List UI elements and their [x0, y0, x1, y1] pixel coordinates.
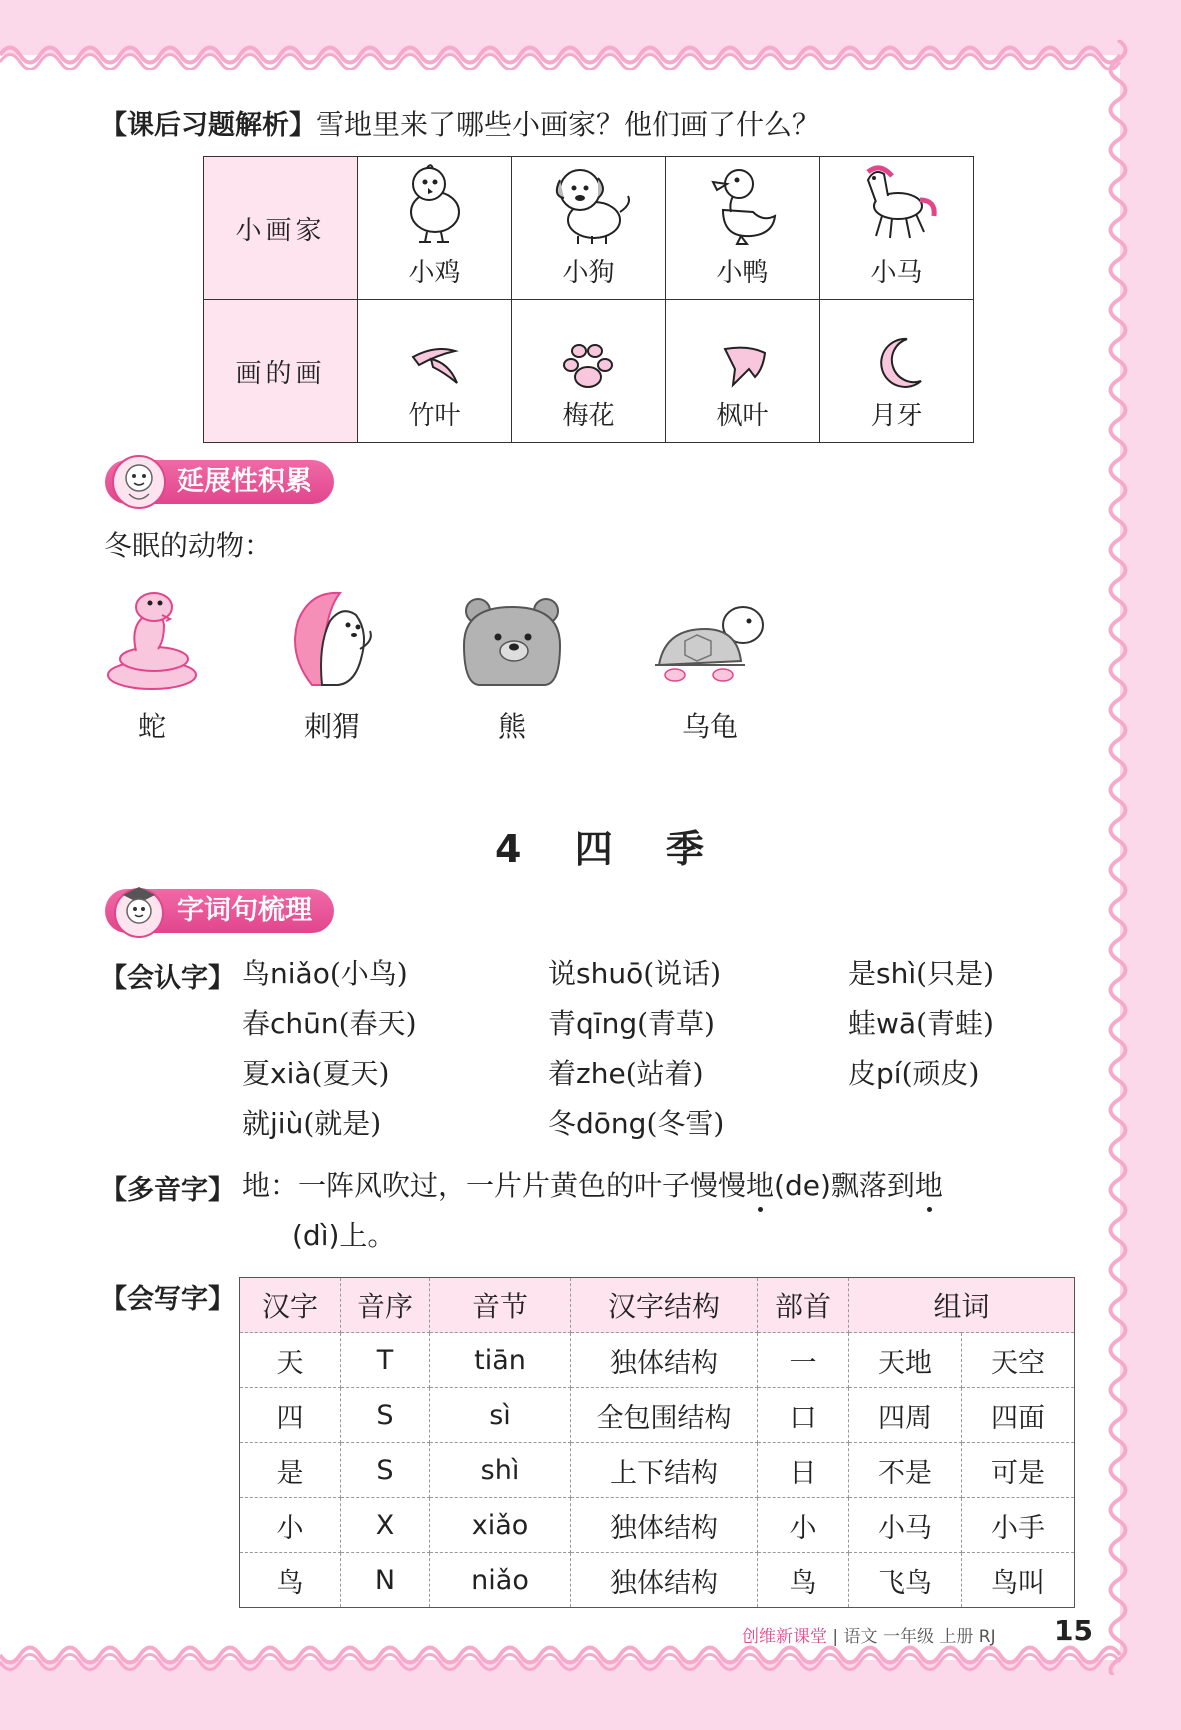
col-header-structure: 汉字结构	[571, 1278, 758, 1333]
recognize-item	[548, 952, 721, 992]
cell-structure: 全包围结构	[571, 1388, 758, 1443]
crescent-moon-icon	[867, 335, 927, 389]
char: 鸟	[242, 957, 271, 990]
cell-char: 四	[240, 1388, 341, 1443]
animal-hedgehog	[280, 585, 384, 745]
cell-initial: S	[341, 1388, 430, 1443]
table-row	[240, 1553, 1075, 1608]
polyphone-text: (de)飘落到	[774, 1169, 915, 1202]
cell-word-1: 飞鸟	[849, 1553, 962, 1608]
painting-cell-moon	[820, 300, 974, 443]
col-header-initial: 音序	[341, 1278, 430, 1333]
cell-word-1: 四周	[849, 1388, 962, 1443]
write-tag: 【会写字】	[100, 1284, 235, 1315]
word: (青蛙)	[916, 1007, 994, 1040]
recognize-item	[242, 1102, 381, 1142]
char: 蛙	[848, 1007, 877, 1040]
pinyin: pí	[876, 1057, 902, 1090]
footer-info: 语文 一年级 上册 RJ	[843, 1627, 996, 1647]
cell-initial: X	[341, 1498, 430, 1553]
cell-syllable: shì	[430, 1443, 571, 1498]
animal-bear	[452, 585, 572, 745]
cell-structure: 独体结构	[571, 1553, 758, 1608]
table-row	[240, 1333, 1075, 1388]
recognize-item	[848, 952, 994, 992]
lesson-name: 四 季	[574, 827, 724, 871]
table-header-row	[240, 1278, 1075, 1333]
painter-label-dog: 小狗	[562, 258, 615, 288]
painter-cell-chick	[358, 157, 512, 300]
cell-word-2: 天空	[962, 1333, 1075, 1388]
animal-label-snake: 蛇	[137, 710, 166, 743]
cell-structure: 上下结构	[571, 1443, 758, 1498]
extension-banner	[105, 460, 334, 504]
cell-structure: 独体结构	[571, 1498, 758, 1553]
recognize-item	[242, 952, 408, 992]
table-row	[240, 1443, 1075, 1498]
col-header-radical: 部首	[758, 1278, 849, 1333]
footer-divider: |	[832, 1627, 839, 1647]
polyphone-tag: 【多音字】	[100, 1175, 235, 1206]
wave-border-bottom	[0, 1645, 1181, 1675]
cell-radical: 日	[758, 1443, 849, 1498]
cell-word-2: 小手	[962, 1498, 1075, 1553]
painting-label-moon: 月牙	[870, 401, 923, 431]
cell-radical: 鸟	[758, 1553, 849, 1608]
painter-label-chick: 小鸡	[408, 258, 461, 288]
painting-cell-plum	[512, 300, 666, 443]
recognize-item	[548, 1002, 715, 1042]
word: (冬雪)	[646, 1107, 725, 1140]
painters-table	[203, 156, 974, 443]
duckling-icon	[703, 160, 783, 246]
turtle-icon	[645, 585, 775, 695]
pinyin: niǎo	[270, 957, 330, 990]
recognize-item	[848, 1052, 979, 1092]
cell-char: 是	[240, 1443, 341, 1498]
animal-label-turtle: 乌龟	[681, 710, 738, 743]
cell-syllable: sì	[430, 1388, 571, 1443]
cell-structure: 独体结构	[571, 1333, 758, 1388]
recognize-item	[548, 1052, 704, 1092]
lesson-title	[495, 818, 724, 873]
char: 冬	[548, 1107, 577, 1140]
char: 皮	[848, 1057, 877, 1090]
plum-blossom-icon	[559, 343, 619, 389]
cell-initial: N	[341, 1553, 430, 1608]
word: (春天)	[338, 1007, 417, 1040]
chick-icon	[395, 160, 475, 246]
painting-label-maple: 枫叶	[716, 401, 769, 431]
table-row	[240, 1388, 1075, 1443]
row-head-painters: 小画家	[204, 157, 358, 300]
footer	[742, 1622, 996, 1647]
col-header-syllable: 音节	[430, 1278, 571, 1333]
painting-label-plum: 梅花	[562, 401, 615, 431]
pinyin: wā	[876, 1007, 917, 1040]
polyphone-char-de: 地	[746, 1169, 775, 1202]
animal-label-bear: 熊	[497, 710, 526, 743]
pinyin: dōng	[576, 1107, 647, 1140]
recognize-item	[548, 1102, 724, 1142]
word: (说话)	[643, 957, 722, 990]
cell-radical: 一	[758, 1333, 849, 1388]
recognize-item	[242, 1002, 417, 1042]
char: 就	[242, 1107, 271, 1140]
recognize-item	[242, 1052, 389, 1092]
extension-banner-label: 延展性积累	[177, 466, 312, 497]
word: (顽皮)	[901, 1057, 980, 1090]
mascot-icon	[109, 452, 169, 512]
painting-label-bamboo: 竹叶	[408, 401, 461, 431]
painting-cell-maple	[666, 300, 820, 443]
pinyin: zhe	[576, 1057, 626, 1090]
table-row	[240, 1498, 1075, 1553]
cell-syllable: xiǎo	[430, 1498, 571, 1553]
animal-label-hedgehog: 刺猬	[303, 710, 360, 743]
cell-word-2: 可是	[962, 1443, 1075, 1498]
cell-syllable: niǎo	[430, 1553, 571, 1608]
row-head-paintings: 画的画	[204, 300, 358, 443]
pinyin: jiù	[270, 1107, 304, 1140]
review-banner	[105, 889, 334, 933]
polyphone-text: 地：一阵风吹过，一片片黄色的叶子慢慢	[242, 1169, 747, 1202]
cell-char: 天	[240, 1333, 341, 1388]
pinyin: qīng	[576, 1007, 638, 1040]
puppy-icon	[544, 160, 634, 246]
bear-icon	[454, 585, 570, 695]
char: 说	[548, 957, 577, 990]
exercise-tag: 【课后习题解析】	[100, 110, 316, 141]
char: 夏	[242, 1057, 271, 1090]
cell-radical: 口	[758, 1388, 849, 1443]
pinyin: shuō	[576, 957, 644, 990]
painter-label-duck: 小鸭	[716, 258, 769, 288]
pinyin: xià	[270, 1057, 312, 1090]
cell-syllable: tiān	[430, 1333, 571, 1388]
polyphone-sentence	[242, 1164, 943, 1204]
cell-initial: T	[341, 1333, 430, 1388]
cell-word-2: 四面	[962, 1388, 1075, 1443]
word: (青草)	[637, 1007, 715, 1040]
painters-row	[204, 157, 974, 300]
wave-border-right	[1100, 40, 1140, 1675]
hedgehog-icon	[282, 585, 382, 695]
paintings-row	[204, 300, 974, 443]
cell-radical: 小	[758, 1498, 849, 1553]
pony-icon	[854, 160, 940, 246]
exercise-heading	[100, 103, 820, 143]
word: (就是)	[303, 1107, 382, 1140]
painter-cell-dog	[512, 157, 666, 300]
word: (站着)	[625, 1057, 704, 1090]
review-banner-label: 字词句梳理	[177, 895, 312, 926]
animal-snake	[100, 585, 204, 745]
snake-icon	[102, 585, 202, 695]
page-number: 15	[1054, 1614, 1093, 1647]
hibernation-intro: 冬眠的动物：	[104, 529, 273, 562]
word: (只是)	[916, 957, 994, 990]
painting-cell-bamboo	[358, 300, 512, 443]
animal-turtle	[645, 585, 775, 745]
cell-word-1: 天地	[849, 1333, 962, 1388]
maple-leaf-icon	[713, 343, 773, 389]
painter-cell-duck	[666, 157, 820, 300]
recognize-item	[848, 1002, 994, 1042]
word: (小鸟)	[329, 957, 408, 990]
col-header-char: 汉字	[240, 1278, 341, 1333]
char: 着	[548, 1057, 577, 1090]
cell-char: 小	[240, 1498, 341, 1553]
painter-label-horse: 小马	[870, 258, 923, 288]
pinyin: chūn	[270, 1007, 339, 1040]
char: 春	[242, 1007, 271, 1040]
wave-border-top	[0, 40, 1181, 70]
cell-word-2: 鸟叫	[962, 1553, 1075, 1608]
cell-char: 鸟	[240, 1553, 341, 1608]
cell-initial: S	[341, 1443, 430, 1498]
polyphone-sentence-end: (dì)上。	[292, 1219, 396, 1252]
footer-brand: 创维新课堂	[742, 1627, 827, 1647]
polyphone-char-di: 地	[914, 1169, 943, 1202]
cell-word-1: 小马	[849, 1498, 962, 1553]
lesson-number: 4	[495, 827, 542, 871]
char: 是	[848, 957, 877, 990]
painter-cell-horse	[820, 157, 974, 300]
cell-word-1: 不是	[849, 1443, 962, 1498]
bamboo-leaf-icon	[405, 343, 465, 389]
write-characters-table	[239, 1277, 1075, 1608]
recognize-tag: 【会认字】	[100, 963, 235, 994]
word: (夏天)	[311, 1057, 390, 1090]
graduate-mascot-icon	[109, 881, 169, 941]
exercise-question: 雪地里来了哪些小画家？他们画了什么？	[316, 108, 821, 141]
char: 青	[548, 1007, 577, 1040]
col-header-words: 组词	[849, 1278, 1075, 1333]
pinyin: shì	[876, 957, 917, 990]
